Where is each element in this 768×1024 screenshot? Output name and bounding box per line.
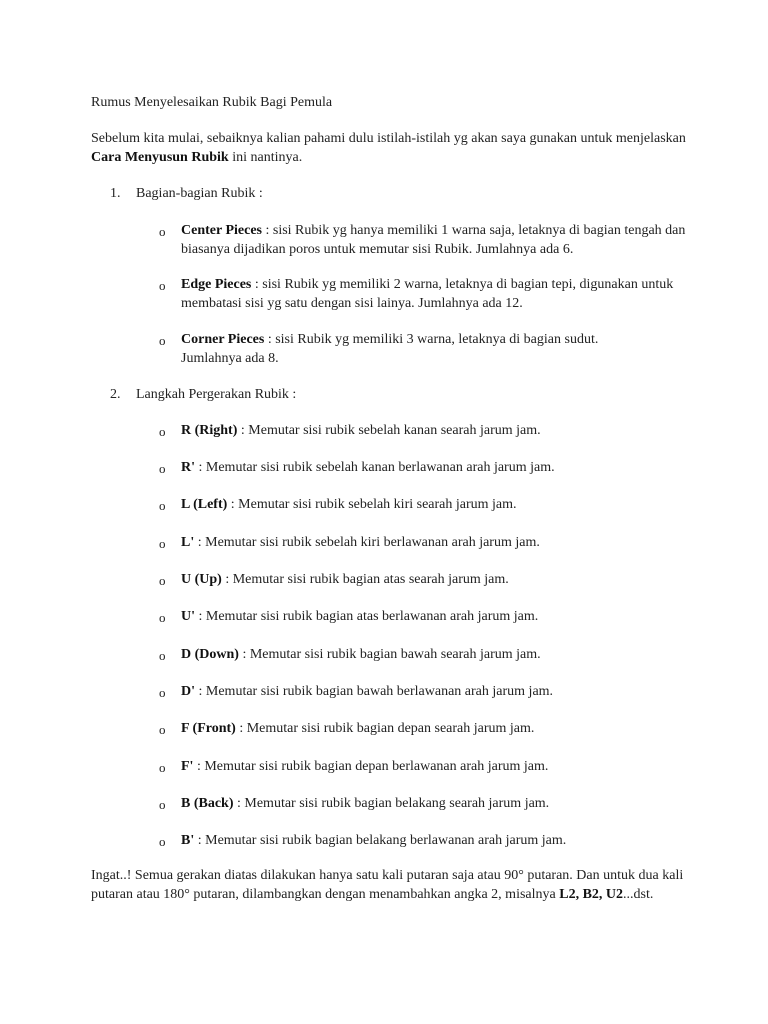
item-desc: : Memutar sisi rubik bagian atas berlawanan arah jarum jam. — [195, 609, 539, 624]
item-desc: : Memutar sisi rubik sebelah kiri berlawanan arah jarum jam. — [194, 535, 540, 550]
item-desc: : sisi Rubik yg memiliki 2 warna, letaknya di bagian tepi, digunakan untuk membatasi sisi yg satu dengan sisi lainya. Jumlahnya ada 12. — [181, 277, 674, 311]
section-number: 2. — [110, 387, 121, 402]
list-bullet: o — [159, 797, 166, 812]
list-item — [181, 719, 701, 738]
item-desc: : Memutar sisi rubik sebelah kanan berlawanan arah jarum jam. — [195, 460, 555, 475]
item-term: Corner Pieces — [181, 332, 265, 347]
item-desc: : Memutar sisi rubik bagian depan berlawanan arah jarum jam. — [193, 759, 549, 774]
item-term: F' — [181, 759, 194, 774]
document-title: Rumus Menyelesaikan Rubik Bagi Pemula — [91, 95, 333, 110]
item-term: D (Down) — [181, 647, 239, 662]
list-item — [181, 682, 701, 701]
closing-text: Ingat..! Semua gerakan diatas dilakukan hanya satu kali putaran saja atau 90° putaran. Dan untuk dua kali putaran atau 180° putaran, dilambangkan dengan menambahkan angka 2, misalnya — [91, 868, 684, 902]
item-desc: : Memutar sisi rubik bagian bawah searah jarum jam. — [238, 647, 541, 662]
item-term: F (Front) — [181, 721, 236, 736]
item-term: D' — [181, 684, 195, 699]
list-bullet: o — [159, 278, 166, 293]
list-item — [181, 458, 701, 477]
list-bullet: o — [159, 722, 166, 737]
closing-text-end: ...dst. — [623, 887, 654, 902]
list-bullet: o — [159, 224, 166, 239]
item-desc: : Memutar sisi rubik bagian belakang berlawanan arah jarum jam. — [194, 833, 567, 848]
section-heading: Bagian-bagian Rubik : — [136, 186, 263, 201]
item-desc: : Memutar sisi rubik bagian belakang searah jarum jam. — [233, 796, 550, 811]
list-bullet: o — [159, 461, 166, 476]
list-item — [181, 570, 701, 589]
list-item — [181, 533, 701, 552]
item-term: L (Left) — [181, 497, 228, 512]
section-number: 1. — [110, 186, 121, 201]
list-item — [181, 831, 701, 850]
list-bullet: o — [159, 610, 166, 625]
closing-paragraph — [91, 866, 691, 904]
section-heading: Langkah Pergerakan Rubik : — [136, 387, 297, 402]
item-desc: : sisi Rubik yg memiliki 3 warna, letaknya di bagian sudut. Jumlahnya ada 8. — [181, 332, 599, 366]
intro-text: Sebelum kita mulai, sebaiknya kalian pahami dulu istilah-istilah yg akan saya gunakan untuk menjelaskan — [91, 131, 686, 146]
intro-text-end: ini nantinya. — [228, 150, 303, 165]
list-item — [181, 645, 701, 664]
item-term: L' — [181, 535, 195, 550]
item-desc: : sisi Rubik yg hanya memiliki 1 warna saja, letaknya di bagian tengah dan biasanya dijadikan poros untuk memutar sisi Rubik. Jumlahnya ada 6. — [181, 223, 686, 257]
item-term: U' — [181, 609, 195, 624]
list-bullet: o — [159, 424, 166, 439]
list-item — [181, 495, 701, 514]
list-bullet: o — [159, 760, 166, 775]
list-bullet: o — [159, 648, 166, 663]
list-item — [181, 421, 701, 440]
item-term: U (Up) — [181, 572, 222, 587]
item-desc: : Memutar sisi rubik sebelah kanan searah jarum jam. — [237, 423, 541, 438]
list-bullet: o — [159, 834, 166, 849]
item-term: Edge Pieces — [181, 277, 252, 292]
item-desc: : Memutar sisi rubik bagian bawah berlawanan arah jarum jam. — [195, 684, 554, 699]
list-item — [181, 607, 701, 626]
list-item — [181, 757, 701, 776]
list-bullet: o — [159, 536, 166, 551]
list-bullet: o — [159, 498, 166, 513]
item-desc: : Memutar sisi rubik bagian depan searah jarum jam. — [235, 721, 535, 736]
item-desc: : Memutar sisi rubik sebelah kiri searah jarum jam. — [227, 497, 517, 512]
list-bullet: o — [159, 573, 166, 588]
list-bullet: o — [159, 333, 166, 348]
item-term: B (Back) — [181, 796, 234, 811]
item-desc: : Memutar sisi rubik bagian atas searah jarum jam. — [221, 572, 509, 587]
list-item — [181, 330, 651, 368]
item-term: Center Pieces — [181, 223, 262, 238]
list-item — [181, 794, 701, 813]
list-bullet: o — [159, 685, 166, 700]
item-term: R (Right) — [181, 423, 238, 438]
closing-bold-text: L2, B2, U2 — [559, 887, 624, 902]
list-item — [181, 275, 701, 313]
intro-paragraph — [91, 129, 691, 167]
intro-bold-text: Cara Menyusun Rubik — [91, 150, 229, 165]
item-term: R' — [181, 460, 195, 475]
list-item — [181, 221, 701, 259]
item-term: B' — [181, 833, 195, 848]
